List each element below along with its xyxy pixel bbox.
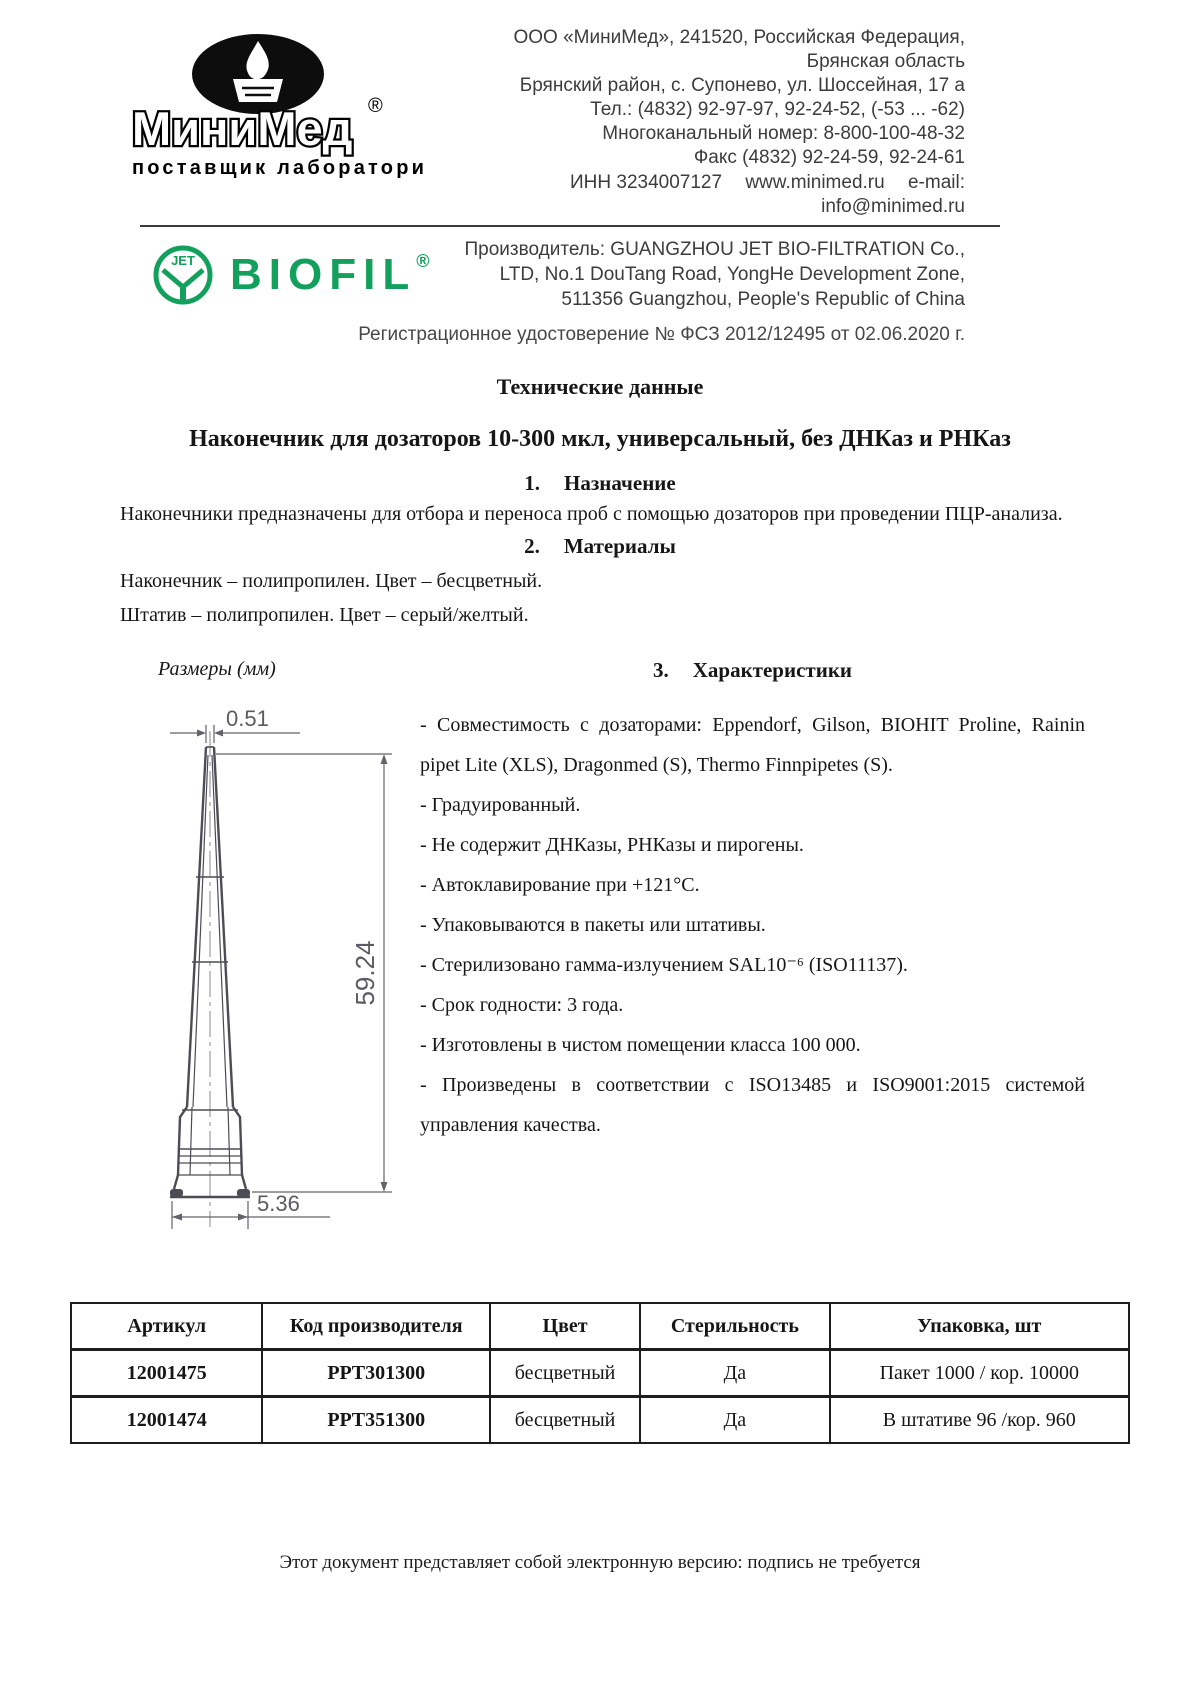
section-materials-heading — [0, 534, 1200, 559]
characteristic-item: - Автоклавирование при +121°C. — [420, 874, 700, 896]
col-header-sterility: Стерильность — [640, 1303, 829, 1350]
section-characteristics-heading — [420, 658, 1085, 683]
supplier-phone-line: Тел.: (4832) 92-97-97, 92-24-52, (-53 ... -62) — [590, 99, 965, 120]
dimensions-caption: Размеры (мм) — [158, 658, 276, 680]
section-label: Назначение — [564, 471, 676, 495]
purpose-text: Наконечники предназначены для отбора и переноса проб с помощью дозаторов при проведении ПЦР-анализа. — [120, 503, 1063, 525]
section-number: 2. — [524, 534, 540, 558]
material-line: Штатив – полипропилен. Цвет – серый/желтый. — [120, 604, 529, 626]
section-purpose-heading — [0, 471, 1200, 496]
section-number: 1. — [524, 471, 541, 495]
characteristic-item: - Градуированный. — [420, 794, 581, 816]
supplier-website: www.minimed.ru — [745, 172, 885, 193]
minimed-logo — [130, 26, 430, 219]
characteristic-item: - Произведены в соответствии с ISO13485 и ISO9001:2015 системой управления качества. — [420, 1074, 1085, 1136]
cell-color: бесцветный — [490, 1397, 640, 1444]
table-row — [71, 1397, 1129, 1444]
manufacturer-line: LTD, No.1 DouTang Road, YongHe Development Zone, — [499, 264, 965, 285]
cell-mfr-code: PPT351300 — [262, 1397, 489, 1444]
supplier-fax-line: Факс (4832) 92-24-59, 92-24-61 — [693, 147, 965, 168]
cell-sterility: Да — [640, 1350, 829, 1397]
dimension-length: 59.24 — [350, 940, 380, 1006]
characteristic-item: - Упаковываются в пакеты или штативы. — [420, 914, 766, 936]
manufacturer-line: Производитель: GUANGZHOU JET BIO-FILTRATION Co., — [464, 239, 965, 260]
supplier-tagline: поставщик лабораторий — [132, 157, 425, 178]
supplier-logo-name: МиниМед — [132, 102, 353, 155]
biofil-logo — [150, 242, 450, 308]
cell-article: 12001474 — [71, 1397, 262, 1444]
col-header-mfr-code: Код производителя — [262, 1303, 489, 1350]
col-header-color: Цвет — [490, 1303, 640, 1350]
supplier-address-line: ООО «МиниМед», 241520, Российская Федерация, Брянская область — [513, 27, 965, 72]
dimensions-column — [120, 658, 420, 1242]
section-label: Материалы — [563, 534, 676, 558]
table-row — [71, 1350, 1129, 1397]
section-label: Характеристики — [692, 658, 853, 682]
reg-mark: ® — [368, 95, 383, 117]
supplier-contact-block — [430, 26, 965, 219]
characteristic-item: - Не содержит ДНКазы, РНКазы и пирогены. — [420, 834, 804, 856]
cell-color: бесцветный — [490, 1350, 640, 1397]
biofil-logo-icon — [150, 242, 216, 308]
cell-mfr-code: PPT301300 — [262, 1350, 489, 1397]
reg-mark: ® — [416, 251, 430, 271]
dimension-base-width: 5.36 — [257, 1191, 300, 1216]
dimensions-and-characteristics — [0, 658, 1200, 1242]
col-header-article: Артикул — [71, 1303, 262, 1350]
section-number: 3. — [652, 658, 669, 682]
candle-icon — [233, 79, 283, 102]
registration-certificate-line: Регистрационное удостоверение № ФСЗ 2012/12495 от 02.06.2020 г. — [358, 324, 965, 345]
cell-packaging: Пакет 1000 / кор. 10000 — [830, 1350, 1129, 1397]
product-title: Наконечник для дозаторов 10-300 мкл, универсальный, без ДНКаз и РНКаз — [189, 426, 1011, 452]
characteristic-item: - Изготовлены в чистом помещении класса 100 000. — [420, 1034, 861, 1056]
dimension-tip-diameter: 0.51 — [226, 706, 269, 731]
supplier-hotline-line: Многоканальный номер: 8-800-100-48-32 — [602, 123, 965, 144]
biofil-brand-text: BIOFIL® — [230, 250, 430, 299]
characteristics-column — [420, 658, 1085, 1242]
minimed-logo-icon — [130, 26, 425, 178]
biofil-jet-badge: JET — [171, 252, 195, 268]
manufacturer-line: 511356 Guangzhou, People's Republic of China — [561, 289, 965, 310]
manufacturer-header — [0, 227, 1200, 312]
document-title: Технические данные — [496, 374, 704, 399]
supplier-email: e-mail: info@minimed.ru — [821, 172, 965, 217]
supplier-header — [0, 0, 1200, 219]
characteristic-item: - Совместимость с дозаторами: Eppendorf, Gilson, BIOHIT Proline, Rainin pipet Lite (XLS), Dragonmed (S), Thermo Finnpipetes (S). — [420, 714, 1085, 776]
supplier-address-line: Брянский район, с. Супонево, ул. Шоссейная, 17 а — [519, 75, 965, 96]
supplier-inn: ИНН 3234007127 — [570, 172, 723, 193]
footer-note: Этот документ представляет собой электронную версию: подпись не требуется — [279, 1552, 921, 1573]
product-spec-table — [70, 1302, 1130, 1444]
cell-article: 12001475 — [71, 1350, 262, 1397]
cell-packaging: В штативе 96 /кор. 960 — [830, 1397, 1129, 1444]
table-header-row — [71, 1303, 1129, 1350]
characteristic-item: - Стерилизовано гамма-излучением SAL10⁻⁶ (ISO11137). — [420, 954, 908, 976]
pipette-tip-technical-drawing — [130, 697, 430, 1237]
cell-sterility: Да — [640, 1397, 829, 1444]
characteristics-list — [420, 705, 1085, 1145]
characteristic-item: - Срок годности: 3 года. — [420, 994, 624, 1016]
supplier-ids-line — [430, 171, 965, 219]
col-header-packaging: Упаковка, шт — [830, 1303, 1129, 1350]
material-line: Наконечник – полипропилен. Цвет – бесцветный. — [120, 570, 543, 592]
materials-block — [0, 564, 1200, 632]
manufacturer-info-block — [450, 237, 965, 312]
